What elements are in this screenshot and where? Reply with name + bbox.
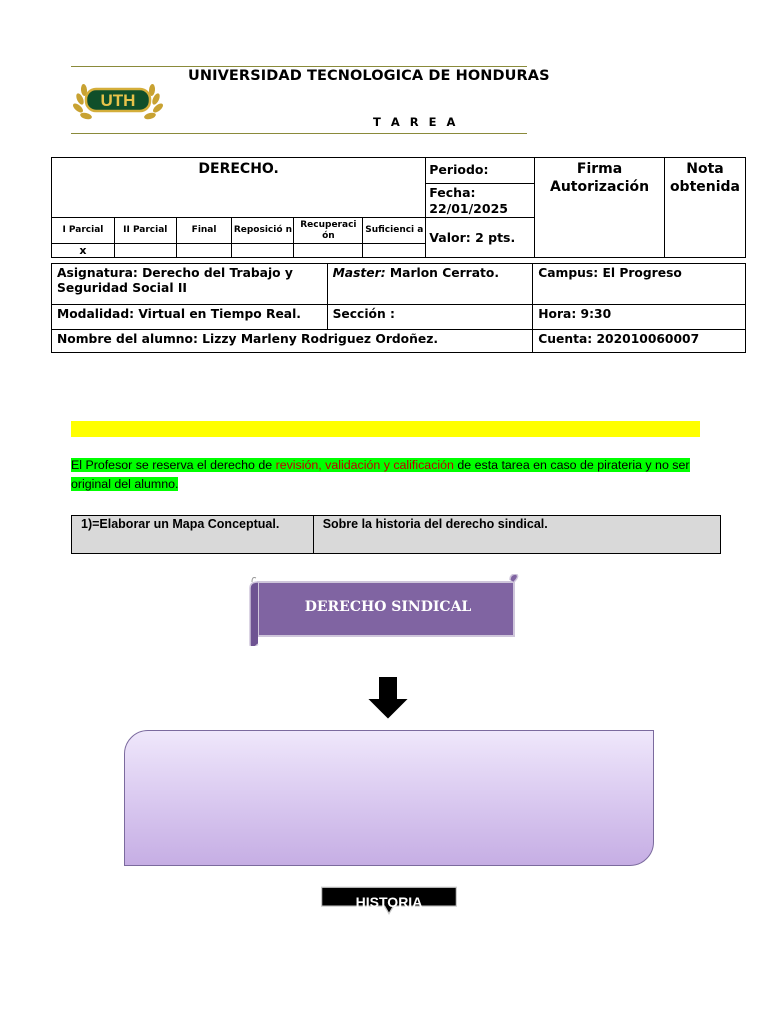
col-suficiencia: Suficienci a bbox=[363, 218, 426, 244]
mark-i-parcial: x bbox=[52, 244, 115, 258]
col-reposicion: Reposició n bbox=[232, 218, 294, 244]
task-instruction: 1)=Elaborar un Mapa Conceptual. bbox=[72, 516, 314, 554]
hora: Hora: 9:30 bbox=[533, 305, 746, 330]
concept-map-title: DERECHO SINDICAL bbox=[304, 599, 472, 615]
header-bottom-rule bbox=[71, 133, 527, 134]
document-type: T A R E A bbox=[373, 115, 459, 129]
fecha-cell bbox=[426, 184, 535, 218]
periodo-label: Periodo: bbox=[426, 158, 535, 184]
arrow-down-icon bbox=[364, 674, 412, 722]
col-i-parcial: I Parcial bbox=[52, 218, 115, 244]
header-top-rule bbox=[71, 66, 527, 67]
cuenta: Cuenta: 202010060007 bbox=[533, 330, 746, 353]
university-name: UNIVERSIDAD TECNOLOGICA DE HONDURAS bbox=[188, 68, 550, 84]
asignatura: Asignatura: Derecho del Trabajo y Seguridad Social II bbox=[52, 264, 328, 305]
mark-final bbox=[176, 244, 232, 258]
firma-autorizacion: Firma Autorización bbox=[535, 158, 665, 258]
fecha-label: Fecha: bbox=[429, 185, 476, 200]
fecha-value: 22/01/2025 bbox=[429, 201, 508, 216]
seccion: Sección : bbox=[327, 305, 533, 330]
yellow-highlight-bar bbox=[71, 421, 700, 437]
master-name: Marlon Cerrato. bbox=[385, 266, 499, 280]
subject-title: DERECHO. bbox=[52, 158, 426, 218]
valor: Valor: 2 pts. bbox=[426, 218, 535, 258]
campus: Campus: El Progreso bbox=[533, 264, 746, 305]
notice-part1: El Profesor se reserva el derecho de bbox=[71, 458, 276, 472]
historia-label: HISTORIA bbox=[355, 894, 423, 910]
logo-text: UTH bbox=[100, 91, 136, 110]
task-table bbox=[71, 515, 721, 554]
col-final: Final bbox=[176, 218, 232, 244]
info-table bbox=[51, 263, 746, 353]
mark-recuperacion bbox=[294, 244, 363, 258]
mark-suficiencia bbox=[363, 244, 426, 258]
alumno: Nombre del alumno: Lizzy Marleny Rodriguez Ordoñez. bbox=[52, 330, 533, 353]
uth-logo bbox=[72, 76, 164, 122]
col-recuperacion: Recuperaci ón bbox=[294, 218, 363, 244]
concept-content-box bbox=[124, 730, 654, 866]
col-ii-parcial: II Parcial bbox=[114, 218, 176, 244]
master-label: Master: bbox=[332, 266, 386, 280]
modalidad: Modalidad: Virtual en Tiempo Real. bbox=[52, 305, 328, 330]
mark-ii-parcial bbox=[114, 244, 176, 258]
master-cell bbox=[327, 264, 533, 305]
mark-reposicion bbox=[232, 244, 294, 258]
grade-table bbox=[51, 157, 746, 258]
task-topic: Sobre la historia del derecho sindical. bbox=[313, 516, 720, 554]
notice-emphasis: revisión, validación y calificación bbox=[275, 458, 454, 472]
notice-text bbox=[71, 456, 711, 494]
notice-part3: de esta tarea en caso de pirateria y no ser original del alumno. bbox=[71, 458, 690, 491]
nota-obtenida: Nota obtenida bbox=[664, 158, 745, 258]
